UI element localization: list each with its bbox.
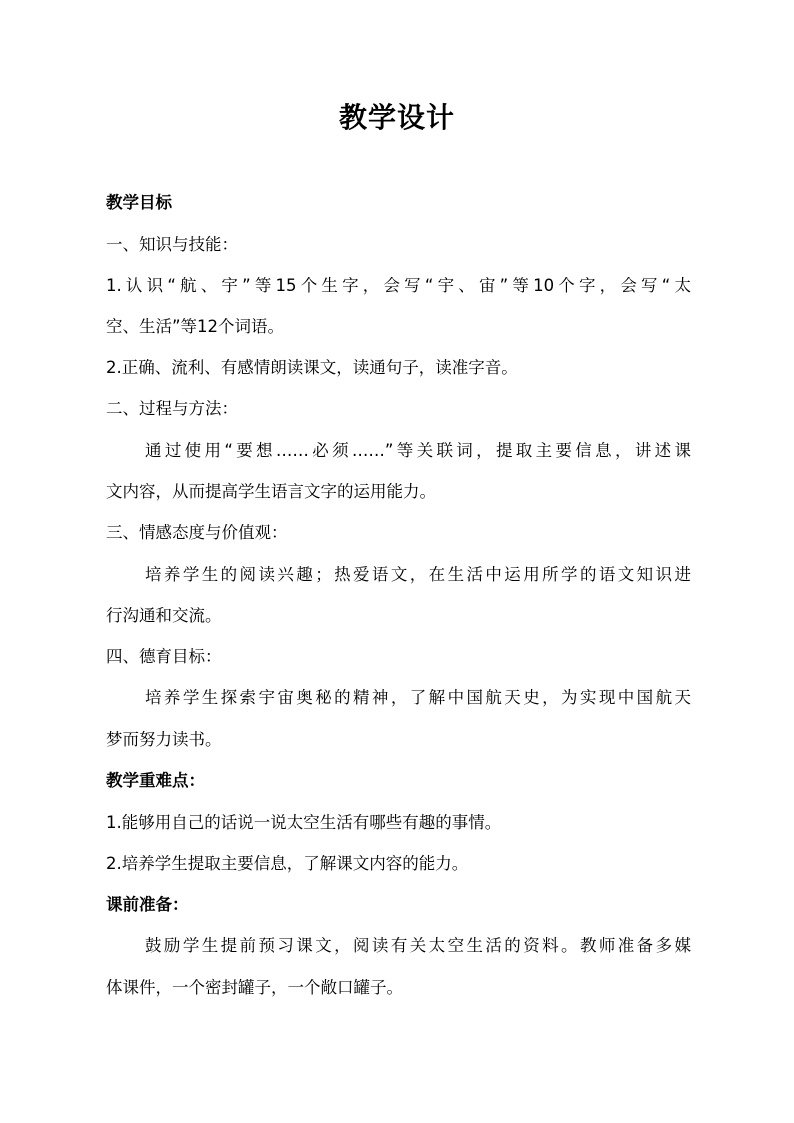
paragraph-line: 培养学生的阅读兴趣；热爱语文，在生活中运用所学的语文知识进: [145, 565, 691, 584]
paragraph-line: 鼓励学生提前预习课文，阅读有关太空生活的资料。教师准备多媒: [145, 936, 691, 955]
paragraph-line: 培养学生探索宇宙奥秘的精神，了解中国航天史，为实现中国航天: [145, 688, 691, 707]
paragraph-line: 1.认识“航、宇”等15个生字，会写“宇、宙”等10个字，会写“太: [106, 276, 691, 295]
subheading-process: 二、过程与方法：: [106, 399, 238, 418]
subheading-knowledge: 一、知识与技能：: [106, 235, 238, 254]
paragraph-line: 通过使用“要想……必须……”等关联词，提取主要信息，讲述课: [145, 441, 691, 460]
paragraph-line: 2.正确、流利、有感情朗读课文，读通句子，读准字音。: [106, 358, 518, 377]
section-heading-goals: 教学目标: [106, 193, 172, 212]
paragraph-line: 文内容，从而提高学生语言文字的运用能力。: [106, 482, 436, 501]
list-item: 2.培养学生提取主要信息，了解课文内容的能力。: [106, 854, 469, 873]
paragraph-line: 行沟通和交流。: [106, 606, 222, 625]
list-item: 1.能够用自己的话说一说太空生活有哪些有趣的事情。: [106, 813, 502, 832]
section-heading-key-points: 教学重难点：: [106, 771, 205, 790]
subheading-moral: 四、德育目标：: [106, 647, 222, 666]
paragraph-line: 空、生活”等12个词语。: [106, 317, 285, 336]
paragraph-line: 体课件，一个密封罐子，一个敞口罐子。: [106, 978, 403, 997]
subheading-emotion: 三、情感态度与价值观：: [106, 523, 288, 542]
section-heading-preparation: 课前准备：: [106, 895, 189, 914]
paragraph-line: 梦而努力读书。: [106, 730, 222, 749]
page-title: 教学设计: [338, 101, 455, 134]
